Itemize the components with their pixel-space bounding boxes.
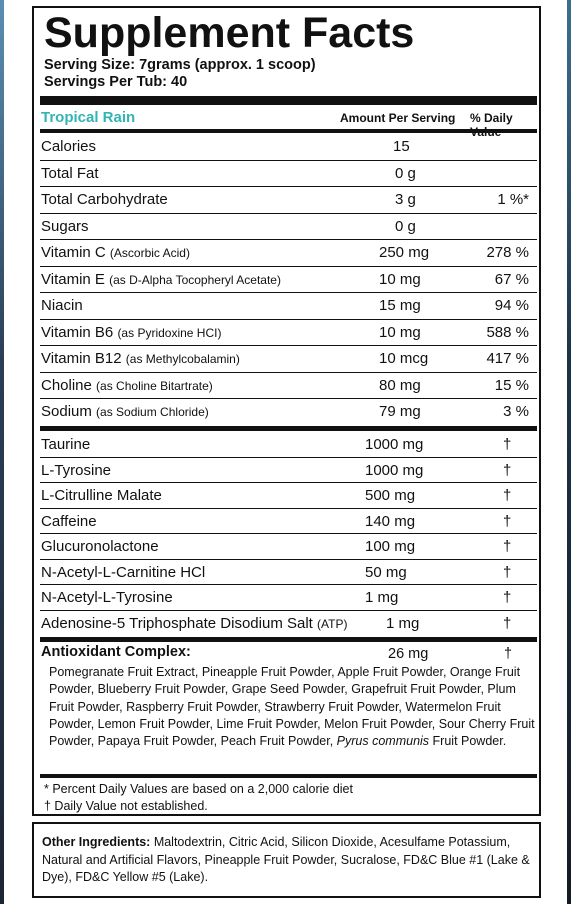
nutrient-row [41, 134, 537, 160]
right-edge-border [567, 0, 571, 904]
row-amount: 15 [393, 138, 410, 155]
flavor-name: Tropical Rain [41, 109, 136, 126]
row-name: Sodium (as Sodium Chloride) [41, 403, 209, 420]
row-amount: 10 mg [379, 323, 421, 341]
row-name: Vitamin C (Ascorbic Acid) [41, 244, 190, 261]
nutrient-row [41, 293, 537, 319]
antioxidant-ingredients: Pomegranate Fruit Extract, Pineapple Fruit Powder, Apple Fruit Powder, Orange Fruit Powder, Blueberry Fruit Powder, Grape Seed Powder, Grapefruit Fruit Powder, Plum Fruit Powder, Raspberry Fruit Powder, Strawberry Fruit Powder, Watermelon Fruit Powder, Lemon Fruit Powder, Lime Fruit Powder, Melon Fruit Powder, Sour Cherry Fruit Powder, Papaya Fruit Powder, Peach Fruit Powder, Pyrus communis Fruit Powder. [49, 665, 535, 749]
row-amount: 100 mg [365, 538, 416, 555]
row-dv: 1 %* [497, 191, 529, 208]
blend-row [41, 585, 537, 611]
row-amount: 1 mg [386, 614, 420, 632]
antioxidant-thick-rule [40, 637, 537, 642]
row-amount: 0 g [395, 217, 416, 235]
other-ingredients: Other Ingredients: Maltodextrin, Citric Acid, Silicon Dioxide, Acesulfame Potassium, Natural and Artificial Flavors, Pineapple Fruit Powder, Sucralose, FD&C Blue #1 (Lake & Dye), FD&C Yellow #5 (Lake). [42, 835, 530, 884]
row-dv: † [503, 538, 512, 555]
blend-row [41, 432, 537, 458]
blend-row [41, 534, 537, 560]
row-amount: 79 mg [379, 403, 421, 420]
nutrient-row [41, 161, 537, 187]
left-edge-border [0, 0, 4, 904]
row-dv: † [503, 436, 512, 453]
row-dv: 94 % [494, 297, 529, 314]
blend-row [41, 611, 537, 637]
nutrient-row [41, 267, 537, 293]
row-name: Adenosine-5 Triphosphate Disodium Salt (ATP) [41, 614, 348, 632]
row-amount: 10 mcg [379, 350, 429, 367]
nutrient-row [41, 346, 537, 372]
row-dv: 3 % [503, 403, 529, 420]
amount-column-header: Amount Per Serving [340, 111, 456, 125]
row-amount: 500 mg [365, 487, 416, 504]
row-name: Total Fat [41, 164, 99, 182]
blend-row [41, 483, 537, 509]
footnote-daily-values: * Percent Daily Values are based on a 2,000 calorie diet [44, 782, 353, 796]
section-thick-rule [40, 426, 537, 431]
row-name: N-Acetyl-L-Tyrosine [41, 589, 173, 606]
row-dv: 67 % [494, 270, 529, 288]
row-name: Glucuronolactone [41, 538, 159, 555]
row-name: L-Tyrosine [41, 461, 112, 479]
row-name: Vitamin B12 (as Methylcobalamin) [41, 350, 240, 367]
other-ingredients-panel [32, 822, 541, 898]
nutrient-row [41, 187, 537, 213]
row-amount: 1000 mg [365, 461, 424, 479]
row-dv: 278 % [486, 244, 529, 261]
row-dv: 588 % [486, 323, 529, 341]
blend-row [41, 509, 537, 535]
nutrient-row [41, 399, 537, 425]
row-dv: † [503, 461, 512, 479]
serving-size: Serving Size: 7grams (approx. 1 scoop) [44, 57, 316, 73]
header-thick-rule [40, 96, 537, 105]
row-amount: 1000 mg [365, 436, 424, 453]
row-name: Calories [41, 138, 97, 155]
row-amount: 10 mg [379, 270, 421, 288]
row-amount: 3 g [395, 191, 416, 208]
row-name: Caffeine [41, 512, 97, 530]
nutrient-row [41, 240, 537, 266]
row-name: Choline (as Choline Bitartrate) [41, 376, 213, 394]
antioxidant-amount: 26 mg [388, 646, 429, 662]
footnote-not-established: † Daily Value not established. [44, 799, 208, 813]
antioxidant-label: Antioxidant Complex: [41, 644, 191, 660]
row-dv: † [503, 487, 512, 504]
row-amount: 80 mg [379, 376, 421, 394]
row-name: L-Citrulline Malate [41, 487, 162, 504]
row-name: Vitamin B6 (as Pyridoxine HCI) [41, 323, 222, 341]
row-dv: 417 % [486, 350, 529, 367]
row-dv: † [503, 512, 512, 530]
row-name: Niacin [41, 297, 83, 314]
nutrient-row [41, 373, 537, 399]
facts-title: Supplement Facts [44, 9, 415, 57]
row-amount: 50 mg [365, 563, 407, 581]
footnote-rule [40, 774, 537, 778]
row-dv: † [503, 589, 512, 606]
blend-row [41, 560, 537, 586]
blend-row [41, 458, 537, 484]
nutrient-row [41, 320, 537, 346]
row-name: Vitamin E (as D-Alpha Tocopheryl Acetate) [41, 270, 281, 288]
row-dv: † [503, 563, 512, 581]
row-name: N-Acetyl-L-Carnitine HCl [41, 563, 206, 581]
dv-column-header: % Daily [470, 111, 513, 125]
antioxidant-dv: † [504, 646, 513, 662]
nutrient-row [41, 214, 537, 240]
column-header-rule [40, 129, 537, 133]
row-amount: 140 mg [365, 512, 416, 530]
row-dv: † [503, 614, 512, 632]
row-dv: 15 % [494, 376, 529, 394]
row-name: Sugars [41, 217, 89, 235]
row-name: Total Carbohydrate [41, 191, 168, 208]
servings-per-tub: Servings Per Tub: 40 [44, 74, 188, 90]
row-name: Taurine [41, 436, 91, 453]
row-amount: 0 g [395, 164, 416, 182]
row-amount: 1 mg [365, 589, 399, 606]
row-amount: 15 mg [379, 297, 421, 314]
supplement-facts-panel [32, 6, 541, 816]
row-amount: 250 mg [379, 244, 430, 261]
